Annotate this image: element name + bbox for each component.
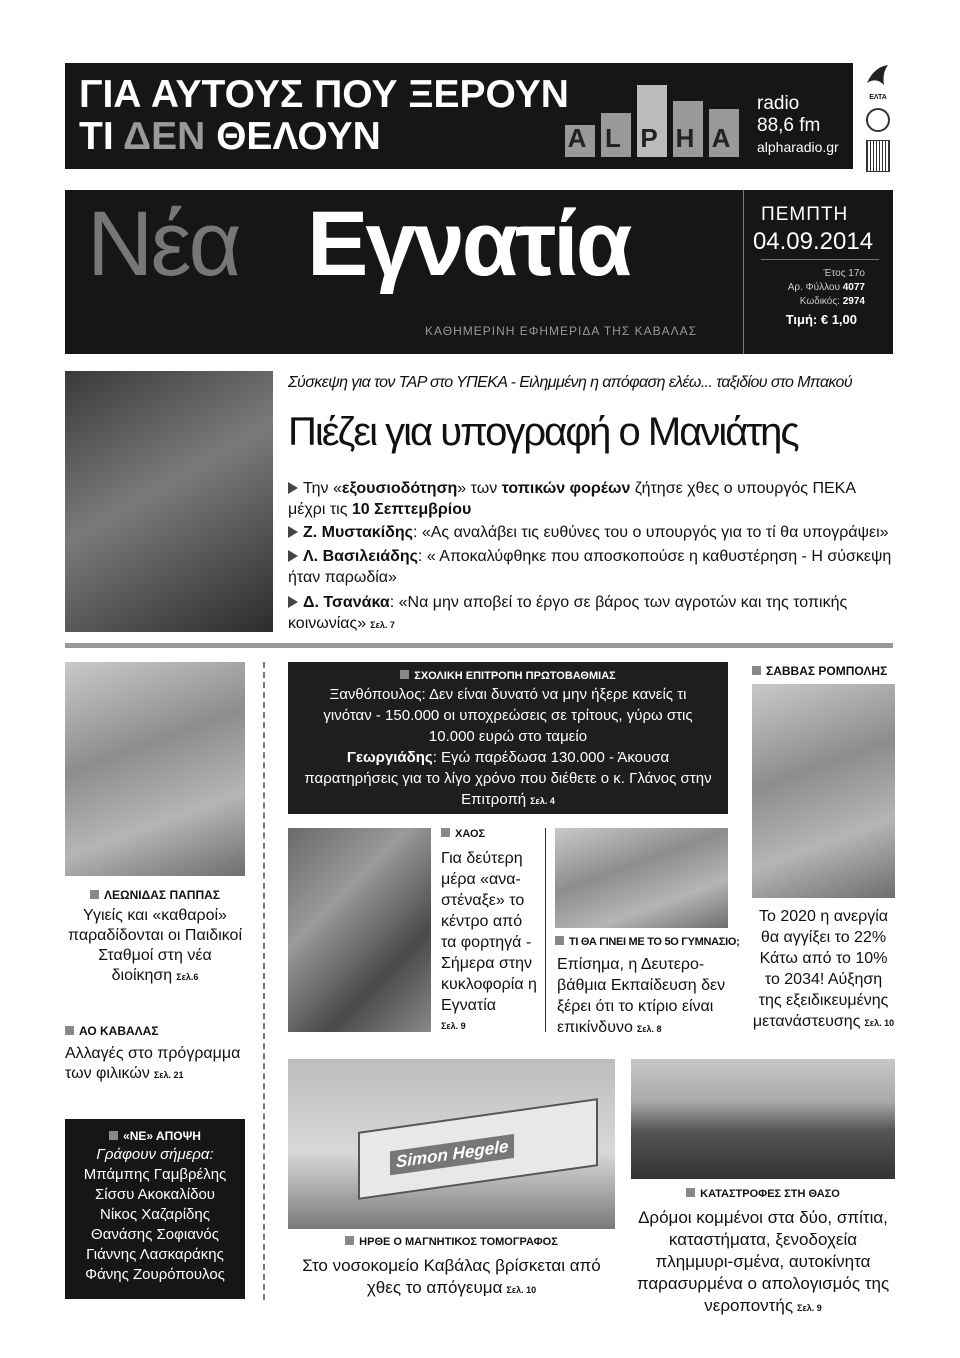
triangle-icon bbox=[288, 596, 298, 608]
chaos-photo bbox=[288, 828, 431, 1032]
triangle-icon bbox=[288, 550, 298, 562]
opinion-box: «ΝΕ» ΑΠΟΨΗ Γράφουν σήμερα: Μπάμπης Γαμβρέλης Σίσσυ Ακοκαλίδου Νίκος Χαζαρίδης Θανάσης Σοφιανός Γιάννης Λασκαράκης Φάνης Ζουρόπουλος bbox=[65, 1119, 245, 1299]
truck-trailer: Simon Hegele bbox=[358, 1098, 598, 1200]
barcode-icon bbox=[866, 140, 890, 172]
rompolis-photo bbox=[752, 684, 895, 898]
rompolis-kicker: ΣΑΒΒΑΣ ΡΟΜΠΟΛΗΣ bbox=[752, 664, 887, 678]
pappas-kicker: ΛΕΩΝΙΔΑΣ ΠΑΠΠΑΣ bbox=[65, 888, 245, 902]
mri-text: Στο νοσοκομείο Καβάλας βρίσκεται από χθες το απόγευμα Σελ. 10 bbox=[302, 1256, 601, 1297]
school-box: ΣΧΟΛΙΚΗ ΕΠΙΤΡΟΠΗ ΠΡΩΤΟΒΑΘΜΙΑΣ Ξανθόπουλος: Δεν είναι δυνατό να μην ήξερε κανείς τι γινόταν - 150.000 οι υποχρεώσεις σε τρίτους, γύρω στις 10.000 ευρώ στο ταμείο Γεωργιάδης: Εγώ παρέδωσα 130.000 - Άκουσα παρατηρήσεις για το λίγο χρόνο που διέθετε ο κ. Γλάνος στην Επιτροπή Σελ. 4 bbox=[288, 662, 728, 814]
opinion-author: Νίκος Χαζαρίδης bbox=[100, 1206, 210, 1223]
ad-line1: ΓΙΑ ΑΥΤΟΥΣ ΠΟΥ ΞΕΡΟΥΝ bbox=[79, 73, 569, 116]
lead-bullet-3: Λ. Βασιλειάδης: « Αποκαλύφθηκε που αποσκοπούσε η καθυστέρηση - Η σύσκεψη ήταν παρωδία» bbox=[288, 548, 892, 586]
masthead-code: Κωδικός: 2974 bbox=[799, 296, 865, 307]
opinion-author: Φάνης Ζουρόπουλος bbox=[85, 1266, 225, 1283]
square-icon bbox=[555, 936, 564, 945]
mri-photo bbox=[288, 1059, 615, 1229]
gym-photo bbox=[555, 828, 728, 928]
column-divider bbox=[263, 662, 265, 1300]
ad-banner bbox=[65, 63, 853, 169]
lead-bullet-1: Την «εξουσιοδότηση» των τοπικών φορέων ζήτησε χθες ο υπουργός ΠΕΚΑ μέχρι τις 10 Σεπτεμβρίου bbox=[288, 480, 856, 518]
chaos-kicker: ΧΑΟΣ bbox=[441, 828, 485, 840]
lead-bullet-4: Δ. Τσανάκα: «Να μην αποβεί το έργο σε βάρος των αγροτών και της τοπικής κοινωνίας» Σελ. 7 bbox=[288, 594, 848, 632]
opinion-author: Σίσσυ Ακοκαλίδου bbox=[94, 1186, 216, 1203]
lead-headline: Πιέζει για υπογραφή ο Μανιάτης bbox=[288, 410, 798, 454]
ad-line2: ΤΙ ΔΕΝ ΘΕΛΟΥΝ bbox=[79, 115, 381, 158]
square-icon bbox=[109, 1131, 118, 1140]
lead-photo bbox=[65, 371, 273, 632]
mri-kicker: ΗΡΘΕ Ο ΜΑΓΝΗΤΙΚΟΣ ΤΟΜΟΓΡΑΦΟΣ bbox=[288, 1236, 615, 1248]
square-icon bbox=[90, 890, 99, 899]
opinion-author: Μπάμπης Γαμβρέλης bbox=[83, 1166, 227, 1183]
opinion-author: Θανάσης Σοφιανός bbox=[91, 1226, 219, 1243]
lead-kicker: Σύσκεψη για τον TAP στο ΥΠΕΚΑ - Ειλημμένη η απόφαση ελέω... ταξιδίου στο Μπακού bbox=[288, 374, 853, 391]
school-text-1: Ξανθόπουλος: Δεν είναι δυνατό να μην ήξερε κανείς τι γινόταν - 150.000 οι υποχρεώσεις σε τρίτους, γύρω στις 10.000 ευρώ στο ταμείο bbox=[323, 686, 693, 745]
masthead-date: 04.09.2014 bbox=[752, 228, 874, 255]
square-icon bbox=[752, 666, 761, 675]
triangle-icon bbox=[288, 482, 298, 494]
ad-url: alpharadio.gr bbox=[757, 139, 839, 155]
masthead-subtitle: ΚΑΘΗΜΕΡΙΝΗ ΕΦΗΜΕΡΙΔΑ ΤΗΣ ΚΑΒΑΛΑΣ bbox=[425, 324, 698, 338]
ao-kicker: ΑΟ ΚΑΒΑΛΑΣ bbox=[65, 1024, 159, 1038]
masthead-year: Έτος 17ο bbox=[823, 268, 865, 279]
masthead-day: ΠΕΜΠΤΗ bbox=[761, 204, 849, 225]
masthead-title-bold: Εγνατία bbox=[307, 193, 630, 295]
gym-text: Επίσημα, η Δευτερο-βάθμια Εκπαίδευση δεν ξέρει ότι το κτίριο είναι επικίνδυνο Σελ. 8 bbox=[557, 956, 726, 1036]
square-icon bbox=[441, 828, 450, 837]
section-divider bbox=[65, 643, 893, 648]
pappas-text: Υγιείς και «καθαροί» παραδίδονται οι Παιδικοί Σταθμοί στη νέα διοίκηση Σελ.6 bbox=[68, 907, 242, 984]
ad-line2-highlight: ΔΕΝ bbox=[123, 115, 206, 158]
chaos-text: Για δεύτερη μέρα «ανα-στέναξε» το κέντρο από τα φορτηγά - Σήμερα στην κυκλοφορία η Εγνατία Σελ. 9 bbox=[441, 850, 537, 1031]
masthead-price: Τιμή: € 1,00 bbox=[785, 312, 857, 327]
triangle-icon bbox=[288, 526, 298, 538]
alpha-letters: A L P H A bbox=[567, 123, 731, 153]
gym-kicker: ΤΙ ΘΑ ΓΙΝΕΙ ΜΕ ΤΟ 5Ο ΓΥΜΝΑΣΙΟ; bbox=[555, 936, 739, 948]
lead-bullet-2: Ζ. Μυστακίδης: «Ας αναλάβει τις ευθύνες του ο υπουργός για το τί θα υπογράψει» bbox=[288, 522, 893, 543]
pappas-photo bbox=[65, 662, 245, 876]
opinion-intro: Γράφουν σήμερα: bbox=[96, 1146, 214, 1163]
square-icon bbox=[686, 1188, 695, 1197]
thasos-photo bbox=[631, 1059, 895, 1179]
masthead-issue: Αρ. Φύλλου 4077 bbox=[787, 282, 865, 293]
square-icon bbox=[65, 1026, 74, 1035]
seal-icon bbox=[866, 108, 890, 132]
masthead-title-light: Νέα bbox=[87, 193, 239, 295]
ao-text: Αλλαγές στο πρόγραμμα των φιλικών Σελ. 21 bbox=[65, 1045, 241, 1082]
square-icon bbox=[345, 1236, 354, 1245]
opinion-author: Γιάννης Λασκαράκης bbox=[86, 1246, 224, 1263]
alpha-logo bbox=[559, 79, 749, 161]
rompolis-text: Το 2020 η ανεργία θα αγγίξει το 22% Κάτω από το 10% το 2034! Αύξηση της εξειδικευμένης μετανάστευσης Σελ. 10 bbox=[752, 908, 895, 1030]
elta-logo: ΕΛΤΑ bbox=[862, 63, 894, 103]
masthead-divider bbox=[743, 190, 744, 354]
school-text-2: Γεωργιάδης: Εγώ παρέδωσα 130.000 - Άκουσα παρατηρήσεις για το λίγο χρόνο που διέθετε ο κ. Γλάνος στην Επιτροπή Σελ. 4 bbox=[304, 749, 712, 808]
ad-freq: 88,6 fm bbox=[757, 115, 821, 136]
ad-radio: radio bbox=[757, 93, 800, 114]
thasos-text: Δρόμοι κομμένοι στα δύο, σπίτια, καταστήματα, ξενοδοχεία πλημμυρι-σμένα, αυτοκίνητα παρασυρμένα ο απολογισμός της νεροποντής Σελ. 9 bbox=[636, 1208, 890, 1315]
square-icon bbox=[400, 670, 409, 679]
thasos-kicker: ΚΑΤΑΣΤΡΟΦΕΣ ΣΤΗ ΘΑΣΟ bbox=[631, 1188, 895, 1200]
bird-icon bbox=[864, 63, 892, 89]
masthead bbox=[65, 190, 893, 354]
